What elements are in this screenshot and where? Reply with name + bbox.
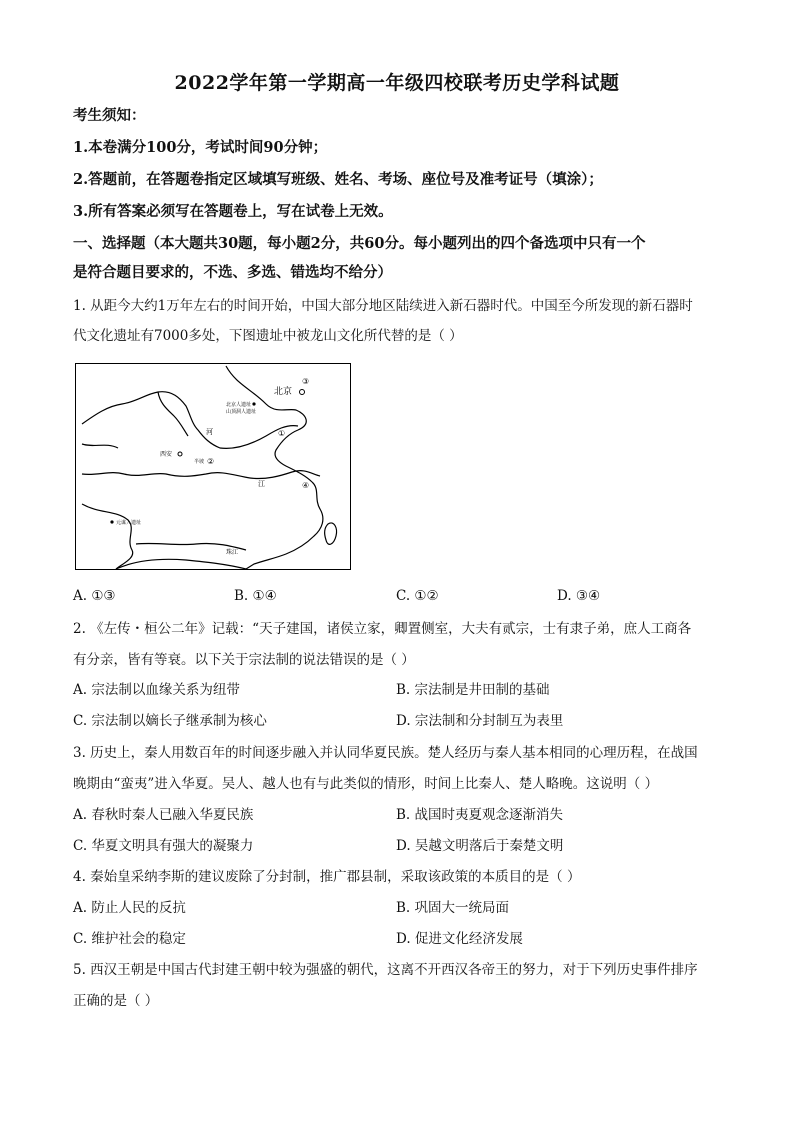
section-heading-line2: 是符合题目要求的，不选、多选、错选均不给分） [73, 264, 392, 281]
q1-option-b[interactable]: B. ①④ [234, 588, 277, 604]
q2-text-line1: 2. 《左传・桓公二年》记载：“天子建国，诸侯立家，卿置侧室，大夫有贰宗，士有隶子弟，庶人工商各 [73, 621, 692, 637]
map-label-xian: 西安 [160, 451, 173, 458]
map-label-river-he: 河 [206, 428, 213, 436]
yangtze-river [82, 471, 320, 479]
map-label-upper-cave: 山顶洞人遗址 [226, 409, 257, 415]
xian-dot [178, 452, 182, 456]
q3-option-a[interactable]: A. 春秋时秦人已融入华夏民族 [73, 807, 254, 823]
q3-option-c[interactable]: C. 华夏文明具有强大的凝聚力 [73, 838, 254, 854]
yellow-river-loop [158, 392, 188, 436]
notice-item-2: 2.答题前，在答题卷指定区域填写班级、姓名、考场、座位号及准考证号（填涂）； [73, 171, 603, 188]
q2-option-c[interactable]: C. 宗法制以嫡长子继承制为核心 [73, 713, 267, 729]
notice-item-1: 1.本卷满分100分，考试时间90分钟； [73, 139, 328, 156]
map-label-river-jiang: 江 [258, 480, 265, 488]
q4-option-b[interactable]: B. 巩固大一统局面 [396, 900, 510, 916]
q2-option-d[interactable]: D. 宗法制和分封制互为表里 [396, 713, 564, 729]
q4-option-d[interactable]: D. 促进文化经济发展 [396, 931, 523, 947]
yellow-river [82, 392, 298, 449]
q3-option-d[interactable]: D. 吴越文明落后于秦楚文明 [396, 838, 564, 854]
q1-option-a[interactable]: A. ①③ [73, 588, 116, 604]
map-label-zhujiang: 珠江 [226, 549, 239, 556]
section-heading-line1: 一、选择题（本大题共30题，每小题2分，共60分。每小题列出的四个备选项中只有一个 [73, 235, 646, 252]
q3-text-line2: 晚期由“蛮夷”进入华夏。吴人、越人也有与此类似的情形，时间上比秦人、楚人略晚。这说明（ ） [73, 776, 659, 792]
page-title: 2022学年第一学期高一年级四校联考历史学科试题 [174, 72, 620, 94]
marker-2: ② [207, 457, 215, 466]
beijing-dot [300, 390, 305, 395]
q2-text-line2: 有分亲，皆有等衰。以下关于宗法制的说法错误的是（ ） [73, 652, 415, 668]
q1-text-line2: 代文化遗址有7000多处，下图遗址中被龙山文化所代替的是（ ） [73, 328, 463, 344]
q5-text-line2: 正确的是（ ） [73, 993, 159, 1009]
neolithic-sites-map [75, 363, 351, 570]
peking-man-dot [252, 402, 255, 405]
q2-option-b[interactable]: B. 宗法制是井田制的基础 [396, 682, 550, 698]
coastline-east [246, 482, 323, 569]
map-label-beijing: 北京 [274, 387, 293, 397]
map-label-banpo: 半坡 [194, 459, 205, 465]
coastline-north [226, 366, 312, 482]
q2-option-a[interactable]: A. 宗法制以血缘关系为纽带 [73, 682, 240, 698]
map-label-peking-man: 北京人遗址 [226, 402, 252, 408]
q1-option-d[interactable]: D. ③④ [557, 588, 601, 604]
map-drawing [76, 364, 351, 570]
map-label-yuanmou: 元谋人遗址 [116, 520, 142, 526]
marker-4: ④ [302, 481, 310, 490]
q4-option-c[interactable]: C. 维护社会的稳定 [73, 931, 186, 947]
marker-1: ① [278, 429, 286, 438]
coastline-south [116, 559, 246, 569]
inland-line-2 [82, 444, 118, 448]
notice-heading: 考生须知： [73, 107, 146, 124]
notice-item-3: 3.所有答案必须写在答题卷上，写在试卷上无效。 [73, 203, 393, 220]
q5-text-line1: 5. 西汉王朝是中国古代封建王朝中较为强盛的朝代，这离不开西汉各帝王的努力，对于下列历史事件排序 [73, 962, 698, 978]
yuanmou-dot [110, 520, 113, 523]
q3-option-b[interactable]: B. 战国时夷夏观念逐渐消失 [396, 807, 564, 823]
taiwan-island [325, 523, 337, 544]
q1-option-c[interactable]: C. ①② [396, 588, 439, 604]
inland-line-1 [82, 504, 133, 569]
q1-text-line1: 1. 从距今大约1万年左右的时间开始，中国大部分地区陆续进入新石器时代。中国至今所发现的新石器时 [73, 298, 693, 314]
q4-option-a[interactable]: A. 防止人民的反抗 [73, 900, 186, 916]
marker-3: ③ [302, 377, 310, 386]
q4-text-line1: 4. 秦始皇采纳李斯的建议废除了分封制，推广郡县制，采取该政策的本质目的是（ ） [73, 869, 581, 885]
q3-text-line1: 3. 历史上，秦人用数百年的时间逐步融入并认同华夏民族。楚人经历与秦人基本相同的心理历程，在战国 [73, 745, 698, 761]
